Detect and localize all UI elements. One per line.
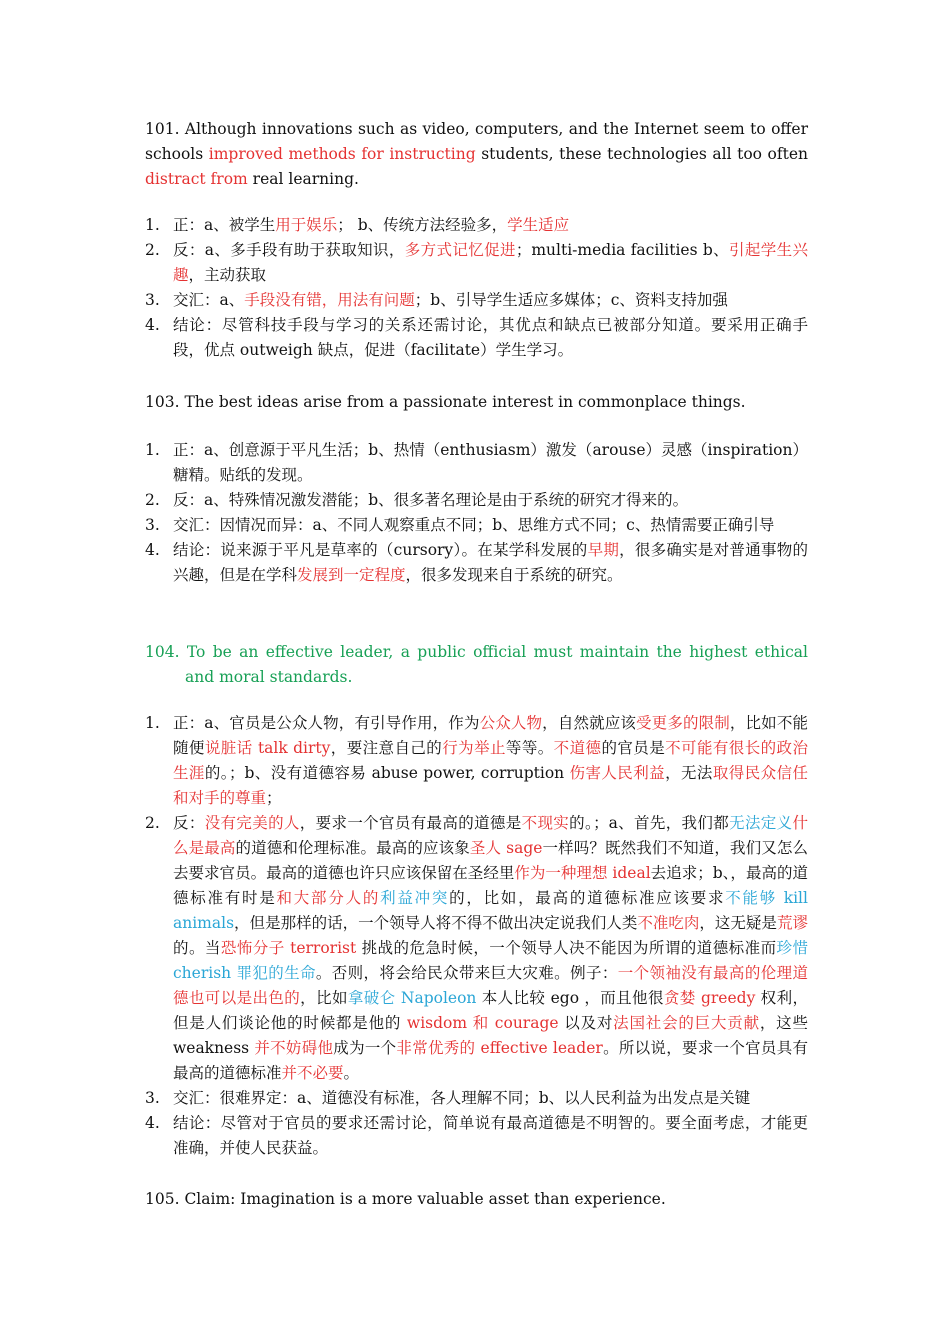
highlighted-text-run: 公众人物 (479, 714, 543, 732)
list-item (145, 288, 808, 313)
highlighted-text-run: 和大部分人的 (276, 889, 381, 907)
text-run: 交汇：a、 (173, 291, 245, 309)
text-run: 本人比较 ego ，而且他很 (476, 989, 664, 1007)
text-run: ，无法 (665, 764, 713, 782)
highlighted-text-run: 并不必要 (281, 1064, 344, 1082)
text-run: ；multi-media facilities b、 (515, 241, 729, 259)
list-item (145, 811, 808, 1086)
list-item-number: 3. (145, 291, 160, 309)
topic-103-points (145, 438, 808, 588)
text-run: 105. Claim: Imagination is a more valuable asset than experience. (145, 1190, 666, 1208)
highlighted-text-run: 没有完美的人 (204, 814, 300, 832)
topic-104-points (145, 711, 808, 1161)
list-item-number: 3. (145, 1089, 160, 1107)
highlighted-text-run: 非常优秀的 effective leader (396, 1039, 603, 1057)
highlighted-text-run: distract from (145, 170, 248, 188)
highlighted-text-run: 无法定义 (729, 814, 793, 832)
list-item (145, 238, 808, 288)
list-item (145, 438, 808, 488)
list-item (145, 538, 808, 588)
text-run: 的。当 (173, 939, 221, 957)
point-list (145, 213, 808, 363)
text-run: ；b、引导学生适应多媒体；c、资料支持加强 (414, 291, 728, 309)
text-run: 结论：尽管对于官员的要求还需讨论，简单说有最高道德是不明智的。要全面考虑，才能更准确，并使人民获益。 (173, 1114, 808, 1157)
list-item (145, 488, 808, 513)
text-run: ； (266, 789, 282, 807)
highlighted-text-run: 利益冲突 (380, 889, 450, 907)
point-list (145, 438, 808, 588)
text-run: 的道德和伦理标准。最高的应该象 (235, 839, 470, 857)
highlighted-text-run: 不可能有很长的政治生涯 (173, 739, 808, 782)
text-run: 交汇：很难界定：a、道德没有标准，各人理解不同；b、以人民利益为出发点是关键 (173, 1089, 751, 1107)
highlighted-text-run: 不现实 (521, 814, 570, 832)
text-run: real learning. (247, 170, 359, 188)
highlighted-text-run: 受更多的限制 (636, 714, 730, 732)
text-run: 的。；a、首先，我们都 (569, 814, 730, 832)
list-item-number: 2. (145, 814, 160, 832)
prompt-text (145, 117, 808, 192)
text-run: 去追求；b、，最高的道德标准有时是 (173, 864, 808, 907)
highlighted-text-run: 一个领袖没有最高的伦理道德也可以是出色的 (173, 964, 808, 1007)
text-run: 正：a、被学生 (173, 216, 276, 234)
text-run: 挑战的危急时候，一个领导人决不能因为所谓的道德标准而 (356, 939, 777, 957)
list-item-number: 1. (145, 216, 160, 234)
list-item-number: 3. (145, 516, 160, 534)
highlighted-text-run: wisdom 和 courage (406, 1014, 559, 1032)
highlighted-text-run: 圣人 sage (469, 839, 543, 857)
highlighted-text-run: 用于娱乐 (275, 216, 338, 234)
topic-104-prompt (145, 640, 808, 690)
highlighted-text-run: 手段没有错，用法有问题 (244, 291, 415, 309)
topic-105-prompt (145, 1187, 808, 1212)
highlighted-text-run: 恐怖分子 terrorist (220, 939, 357, 957)
text-run: ，但是那样的话，一个领导人将不得不做出决定说我们人类 (234, 914, 638, 932)
text-run: 反：a、多手段有助于获取知识， (173, 241, 405, 259)
list-item-number: 4. (145, 541, 160, 559)
text-run: 103. The best ideas arise from a passionate interest in commonplace things. (145, 393, 746, 411)
highlighted-text-run: 学生适应 (507, 216, 570, 234)
highlighted-text-run: 多方式记忆促进 (404, 241, 516, 259)
text-run: students, these technologies all too often (475, 145, 808, 163)
highlighted-text-run: 荒谬 (776, 914, 808, 932)
highlighted-text-run: 发展到一定程度 (297, 566, 406, 584)
text-run: 反：a、特殊情况激发潜能；b、很多著名理论是由于系统的研究才得来的。 (173, 491, 689, 509)
text-run: 结论：说来源于平凡是草率的（cursory）。在某学科发展的 (173, 541, 588, 559)
prompt-text (145, 640, 808, 690)
text-run: ，自然就应该 (542, 714, 637, 732)
text-run: ，这无疑是 (699, 914, 777, 932)
point-list (145, 711, 808, 1161)
highlighted-text-run: 引起学生兴趣 (173, 241, 808, 284)
highlighted-text-run: 伤害人民利益 (569, 764, 666, 782)
text-run: ，比如 (300, 989, 348, 1007)
list-item (145, 1086, 808, 1111)
text-run: 的，比如，最高的道德标准应该要求 (449, 889, 726, 907)
text-run: ，要注意自己的 (330, 739, 443, 757)
list-item (145, 1111, 808, 1161)
text-run: ，很多发现来自于系统的研究。 (405, 566, 623, 584)
text-run: ； b、传统方法经验多， (337, 216, 508, 234)
highlighted-text-run: 贪婪 greedy (663, 989, 756, 1007)
text-run: ，比如不能随便 (173, 714, 808, 757)
text-run: 。 (343, 1064, 360, 1082)
highlighted-text-run: 104. To be an effective leader, a public official must maintain the highest ethical and moral standards. (145, 643, 808, 686)
text-run: ，这些 weakness (173, 1014, 808, 1057)
highlighted-text-run: 并不妨碍他 (254, 1039, 334, 1057)
highlighted-text-run: 说脏话 talk dirty (204, 739, 331, 757)
text-run: 等等。 (505, 739, 554, 757)
text-run: 结论：尽管科技手段与学习的关系还需讨论，其优点和缺点已被部分知道。要采用正确手段，优点 outweigh 缺点，促进（facilitate）学生学习。 (173, 316, 808, 359)
highlighted-text-run: 不道德 (553, 739, 602, 757)
highlighted-text-run: 不准吃肉 (637, 914, 700, 932)
list-item-number: 2. (145, 241, 160, 259)
topic-103-prompt (145, 390, 808, 415)
text-run: ，很多确实是对普通事物的兴趣，但是在学科 (173, 541, 808, 584)
list-item (145, 513, 808, 538)
text-run: 101. Although innovations such as video, computers, and the Internet seem to offer schools (145, 120, 808, 163)
highlighted-text-run: 行为举止 (442, 739, 506, 757)
text-run: ，主动获取 (188, 266, 267, 284)
topic-101-prompt (145, 117, 808, 192)
list-item (145, 313, 808, 363)
prompt-text (145, 1187, 808, 1212)
highlighted-text-run: improved methods for instructing (208, 145, 476, 163)
text-run: 成为一个 (333, 1039, 397, 1057)
text-run: 正：a、创意源于平凡生活；b、热情（enthusiasm）激发（arouse）灵感（inspiration）糖精。贴纸的发现。 (173, 441, 808, 484)
highlighted-text-run: 什么是最高 (173, 814, 808, 857)
text-run: ，要求一个官员有最高的道德是 (299, 814, 522, 832)
topic-101-points (145, 213, 808, 363)
list-item-number: 1. (145, 714, 160, 732)
text-run: 的官员是 (601, 739, 666, 757)
list-item-number: 4. (145, 1114, 160, 1132)
text-run: 的。；b、没有道德容易 abuse power, corruption (204, 764, 570, 782)
highlighted-text-run: 取得民众信任和对手的尊重 (173, 764, 808, 807)
text-run: 。所以说，要求一个官员具有最高的道德标准 (173, 1039, 808, 1082)
text-run: 。否则，将会给民众带来巨大灾难。例子： (315, 964, 618, 982)
list-item-number: 2. (145, 491, 160, 509)
text-run: 权利，但是人们谈论他的时候都是他的 (173, 989, 808, 1032)
highlighted-text-run: 早期 (587, 541, 620, 559)
highlighted-text-run: 珍惜 cherish 罪犯的生命 (173, 939, 808, 982)
text-run: 一样吗？既然我们不知道，我们又怎么去要求官员。最高的道德也许只应该保留在圣经里 (173, 839, 808, 882)
highlighted-text-run: 拿破仑 Napoleon (347, 989, 477, 1007)
highlighted-text-run: 作为一种理想 ideal (514, 864, 651, 882)
text-run: 交汇：因情况而异：a、不同人观察重点不同；b、思维方式不同；c、热情需要正确引导 (173, 516, 775, 534)
list-item-number: 1. (145, 441, 160, 459)
highlighted-text-run: 法国社会的巨大贡献 (613, 1014, 760, 1032)
prompt-text (145, 390, 808, 415)
text-run: 反： (173, 814, 205, 832)
text-run: 正：a、官员是公众人物，有引导作用，作为 (173, 714, 480, 732)
list-item (145, 711, 808, 811)
text-run: 以及对 (558, 1014, 614, 1032)
list-item-number: 4. (145, 316, 160, 334)
highlighted-text-run: 不能够 kill animals (173, 889, 808, 932)
list-item (145, 213, 808, 238)
